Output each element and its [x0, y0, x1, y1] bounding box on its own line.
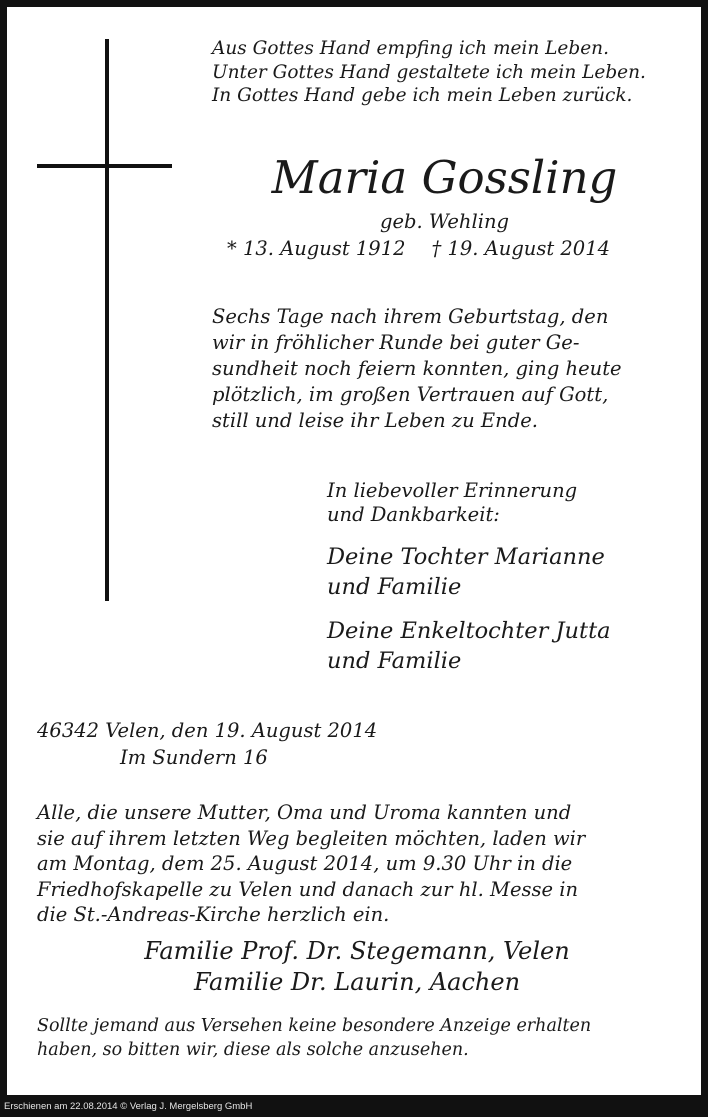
- intro-line: und Dankbarkeit:: [327, 503, 500, 526]
- text-line: die St.-Andreas-Kirche herzlich ein.: [37, 903, 390, 926]
- text-line: Friedhofskapelle zu Velen und danach zur hl. Messe in: [37, 877, 579, 901]
- signers: [37, 936, 677, 998]
- signer-line: Familie Dr. Laurin, Aachen: [193, 968, 521, 996]
- verse-line: Unter Gottes Hand gestaltete ich mein Leben.: [212, 61, 646, 83]
- birth-date: * 13. August 1912: [227, 237, 406, 260]
- verse-line: In Gottes Hand gebe ich mein Leben zurück.: [212, 85, 633, 106]
- obituary-text: [212, 304, 664, 434]
- mourner-line: und Familie: [327, 574, 462, 600]
- publication-footer: Erschienen am 22.08.2014 © Verlag J. Mergelsberg GmbH: [4, 1101, 253, 1112]
- cross-icon-bar: [37, 164, 172, 168]
- signer-line: Familie Prof. Dr. Stegemann, Velen: [144, 937, 570, 965]
- bible-verse: [212, 37, 646, 108]
- text-line: still und leise ihr Leben zu Ende.: [212, 409, 538, 432]
- intro-line: In liebevoller Erinnerung: [327, 479, 578, 502]
- place-date: 46342 Velen, den 19. August 2014: [37, 719, 378, 742]
- note-line: Sollte jemand aus Versehen keine besondere Anzeige erhalten: [37, 1016, 592, 1036]
- birth-name: geb. Wehling: [380, 210, 509, 233]
- text-line: wir in fröhlicher Runde bei guter Ge-: [212, 331, 580, 354]
- text-line: Sechs Tage nach ihrem Geburtstag, den: [212, 305, 609, 328]
- life-dates: [227, 237, 610, 261]
- cross-icon: [105, 39, 109, 601]
- mourner-line: Deine Tochter Marianne: [327, 544, 605, 570]
- mourner-line: Deine Enkeltochter Jutta: [327, 618, 611, 644]
- death-date: † 19. August 2014: [431, 237, 611, 260]
- mourner-daughter: [327, 542, 605, 602]
- text-line: plötzlich, im großen Vertrauen auf Gott,: [212, 383, 609, 406]
- verse-line: Aus Gottes Hand empfing ich mein Leben.: [212, 38, 609, 59]
- text-line: sundheit noch feiern konnten, ging heute: [212, 357, 622, 380]
- closing-note: [37, 1014, 669, 1062]
- funeral-invitation: [37, 800, 669, 928]
- note-line: haben, so bitten wir, diese als solche anzusehen.: [37, 1040, 469, 1060]
- obituary-card: [7, 7, 701, 1095]
- street-address: Im Sundern 16: [120, 746, 268, 769]
- text-line: am Montag, dem 25. August 2014, um 9.30 Uhr in die: [37, 852, 573, 875]
- mourners-intro: [327, 479, 577, 527]
- mourner-line: und Familie: [327, 648, 462, 674]
- text-line: Alle, die unsere Mutter, Oma und Uroma kannten und: [37, 801, 572, 824]
- text-line: sie auf ihrem letzten Weg begleiten möchten, laden wir: [37, 826, 586, 850]
- deceased-name: Maria Gossling: [271, 151, 618, 204]
- mourner-granddaughter: [327, 616, 611, 676]
